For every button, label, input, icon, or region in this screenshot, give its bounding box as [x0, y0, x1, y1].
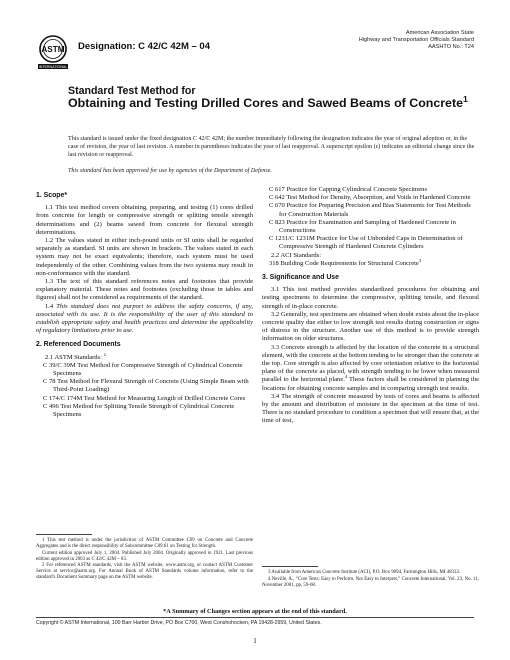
document-title: [68, 85, 468, 110]
refdocs-heading: 2. Referenced Documents: [36, 341, 121, 349]
aci-ref-item: [262, 257, 479, 268]
right-footnotes: [262, 570, 479, 589]
assoc-line-2: Highway and Transportation Officials Standard: [358, 37, 474, 43]
para-3-4: 3.4 The strength of concrete measured by tests of cores and beams is affected by the amount and distribution of moisture in the specimen at the time of test. There is no standard procedure to condition a specimen that will ensure that, at the time of test,: [262, 392, 479, 425]
ref-item: C 174/C 174M Test Method for Measuring Length of Drilled Concrete Cores: [43, 394, 246, 402]
aci-ref-text: 318 Building Code Requirements for Structural Concrete: [269, 259, 419, 267]
ref-item: C 642 Test Method for Density, Absorption, and Voids in Hardened Concrete: [269, 194, 471, 202]
ref-item: C 617 Practice for Capping Cylindrical Concrete Specimens: [269, 186, 427, 193]
footnote-4: 4 Neville, A., “Core Tests: Easy to Perform, Not Easy to Interpret,” Concrete International, Vol. 23, No. 11, November 2001, pp. 59-68.: [262, 576, 479, 588]
para-1-1: 1.1 This test method covers obtaining, preparing, and testing (1) cores drilled from concrete for length or compressive strength or splitting tensile strength determinations and (2) beams sawed from concrete for flexural strength determinations.: [36, 204, 253, 236]
footnote-1b: Current edition approved July 1, 2004. Published July 2004. Originally approved in 1921. Last previous edition approved in 2003 as C 42/C 42M – 03.: [36, 550, 253, 562]
copyright-notice: Copyright © ASTM International, 100 Barr Harbor Drive, PO Box C700, West Conshohocken, PA 19428-2959, United States.: [36, 620, 322, 626]
summary-of-changes-note: *A Summary of Changes section appears at the end of this standard.: [163, 608, 347, 615]
right-column: [262, 186, 479, 426]
para-1-4-text: This standard does not purport to address the safety concerns, if any, associated with its use. It is the responsibility of the user of this standard to establish appropriate safety and health practices and determine the applicability of regulatory limitations prior to use.: [36, 302, 254, 335]
astm-logo: [36, 34, 70, 70]
astm-standards-label: [36, 351, 253, 362]
astm-standards-sup: 2: [103, 351, 106, 357]
svg-text:ASTM: ASTM: [41, 45, 65, 55]
left-footnotes: [36, 538, 253, 582]
ref-item: C 823 Practice for Examination and Sampling of Hardened Concrete in Constructions: [269, 218, 456, 235]
left-footnote-rule: [36, 534, 92, 535]
para-3-3-sup: 4: [344, 374, 348, 380]
para-1-4: [36, 303, 253, 336]
para-3-3-text: 3.3 Concrete strength is affected by the location of the concrete in a structural element, with the concrete at the bottom tending to be stronger than the concrete at the top. Core strength is also affected by core orientation relative to the horizontal plane of the concrete as placed, with strength tending to be lower when measured parallel to the horizontal plane.: [262, 343, 479, 384]
aashto-standard-label: [274, 30, 474, 51]
issuance-note: This standard is issued under the fixed designation C 42/C 42M; the number immediately following the designation indicates the year of original adoption or, in the case of revision, the year of last revision. A number in parentheses indicates the year of last reapproval. A superscript epsilon (ε) indicates an editorial change since the last revision or reapproval.: [68, 136, 475, 158]
para-3-2: 3.2 Generally, test specimens are obtained when doubt exists about the in-place concrete quality due either to low strength test results during construction or signs of distress in the structure. Another use of this method is to provide strength information on older structures.: [262, 310, 479, 343]
left-column: [36, 186, 253, 419]
astm-standards-text: 2.1 ASTM Standards:: [45, 353, 102, 361]
ref-item: C 78 Test Method for Flexural Strength of Concrete (Using Simple Beam with Third-Point Loading): [43, 378, 249, 394]
ref-item: C 670 Practice for Preparing Precision and Bias Statements for Test Methods for Construction Materials: [269, 202, 471, 218]
aci-ref-sup: 3: [418, 257, 422, 263]
assoc-line-3: AASHTO No.: T24: [428, 44, 474, 50]
significance-heading: 3. Significance and Use: [262, 274, 339, 282]
title-main: Obtaining and Testing Drilled Cores and Sawed Beams of Concrete: [68, 96, 463, 110]
para-1-3: 1.3 The text of this standard references notes and footnotes that provide explanatory material. These notes and footnotes (excluding those in tables and figures) shall not be considered as requirements of the standard.: [36, 278, 253, 302]
ref-item: C 1231/C 1231M Practice for Use of Unbonded Caps in Determination of Compressive Strength of Hardened Concrete Cylinders: [269, 235, 463, 251]
right-footnote-rule: [262, 566, 318, 567]
svg-text:INTERNATIONAL: INTERNATIONAL: [38, 65, 68, 69]
para-1-4-number: 1.4: [45, 302, 54, 310]
footnote-3: 3 Available from American Concrete Institute (ACI), P.O. Box 9094, Farmington Hills, MI 48333.: [268, 570, 461, 575]
title-line-2: [68, 93, 468, 110]
footnote-1: 1 This test method is under the jurisdiction of ASTM Committee C09 on Concrete and Concrete Aggregates and is the direct responsibility of Subcommittee C09.61 on Testing for Strength.: [36, 538, 253, 549]
designation: Designation: C 42/C 42M – 04: [78, 41, 210, 52]
assoc-line-1: American Association State: [405, 30, 474, 36]
para-3-3: [262, 344, 479, 393]
title-line-1: Standard Test Method for: [68, 85, 196, 97]
scope-heading: 1. Scope*: [36, 192, 68, 199]
dod-approval-note: This standard has been approved for use by agencies of the Department of Defense.: [68, 168, 272, 174]
ref-item: C 39/C 39M Test Method for Compressive Strength of Cylindrical Concrete Specimens: [43, 361, 243, 378]
footnote-2: 2 For referenced ASTM standards, visit the ASTM website, www.astm.org, or contact ASTM Customer Service at service@astm.org. For Annual Book of ASTM Standards volume information, refer to the standard's Document Summary page on the ASTM website.: [36, 563, 253, 580]
page-number: 1: [253, 637, 257, 645]
para-1-2: 1.2 The values stated in either inch-pound units or SI units shall be regarded separately as standard. SI units are shown in brackets. The values stated in each system may not be exact equivalents; therefore, each system must be used independently of the other. Combining values from the two systems may result in non-conformance with the standard.: [36, 237, 253, 277]
para-3-1: 3.1 This test method provides standardized procedures for obtaining and testing specimens to determine the compressive, splitting tensile, and flexural strength of in-place concrete.: [262, 286, 479, 310]
title-footnote-mark: 1: [462, 93, 468, 104]
para-3-3-text-b: These factors shall be considered in planning the locations for obtaining concrete samples and in comparing strength test results.: [262, 376, 479, 392]
ref-item: C 496 Test Method for Splitting Tensile Strength of Cylindrical Concrete Specimens: [43, 402, 235, 419]
aci-standards-label: 2.2 ACI Standards:: [271, 251, 322, 259]
footer-rule: [36, 617, 474, 618]
